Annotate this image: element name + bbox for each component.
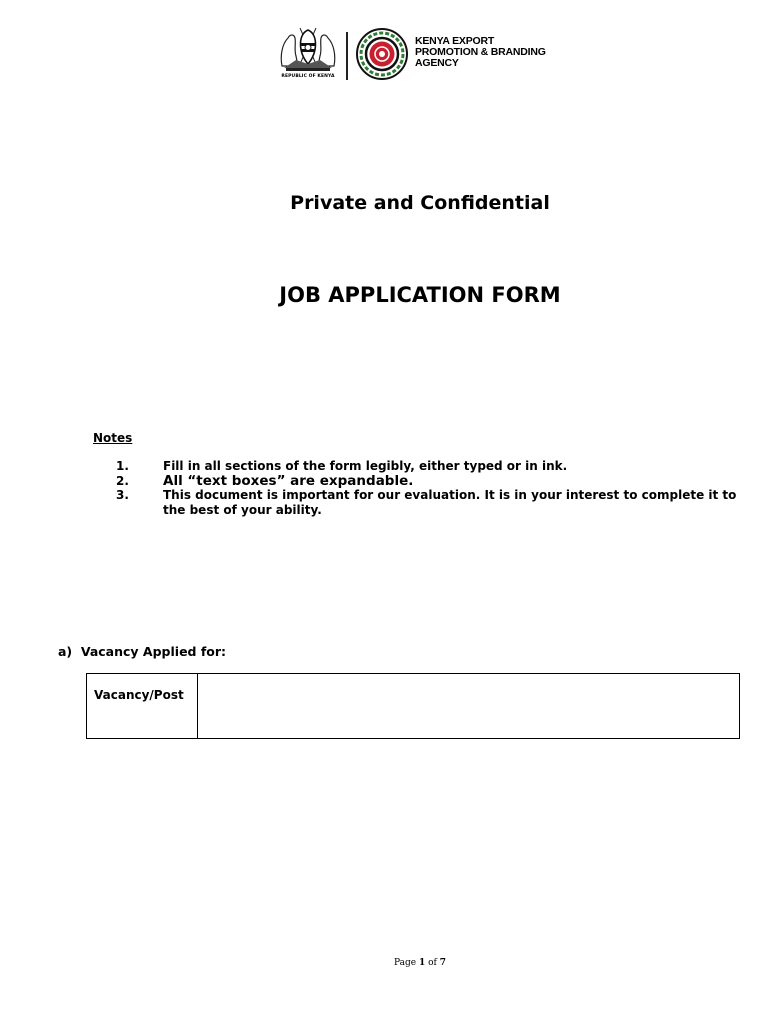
agency-emblem-icon — [356, 28, 408, 80]
coat-of-arms-caption: REPUBLIC OF KENYA — [281, 74, 335, 79]
vacancy-post-label: Vacancy/Post — [87, 674, 198, 738]
notes-list — [116, 459, 756, 517]
note-item-3 — [116, 488, 756, 517]
document-title: JOB APPLICATION FORM — [279, 283, 561, 307]
note-text: All “text boxes” are expandable. — [163, 472, 414, 489]
vacancy-post-field[interactable] — [198, 674, 739, 738]
notes-heading: Notes — [93, 431, 133, 445]
agency-name-line-3: AGENCY — [415, 57, 459, 69]
vacancy-table — [86, 673, 740, 739]
note-text: This document is important for our evaluation. It is in your interest to complete it to the best of your ability. — [163, 488, 737, 517]
note-item-2 — [116, 474, 756, 489]
agency-name-line-1: KENYA EXPORT — [415, 35, 495, 47]
coat-of-arms-logo — [276, 22, 340, 84]
coat-of-arms-icon — [276, 22, 340, 74]
note-number: 3. — [116, 488, 129, 502]
page-word: Page — [393, 958, 417, 968]
agency-name-line-2: PROMOTION & BRANDING — [415, 46, 546, 58]
current-page-number: 1 — [418, 958, 426, 968]
logo-divider — [346, 32, 348, 80]
section-a-heading: a) Vacancy Applied for: — [58, 644, 227, 659]
agency-name — [415, 36, 546, 69]
total-pages-number: 7 — [439, 958, 446, 968]
note-item-1 — [116, 459, 756, 474]
of-word: of — [428, 958, 437, 968]
page-number-footer — [0, 958, 770, 968]
agency-emblem-logo — [356, 28, 408, 80]
note-number: 2. — [116, 473, 129, 488]
document-subtitle: Private and Confidential — [290, 192, 550, 214]
note-number: 1. — [116, 459, 129, 473]
note-text: Fill in all sections of the form legibly, either typed or in ink. — [163, 459, 568, 473]
